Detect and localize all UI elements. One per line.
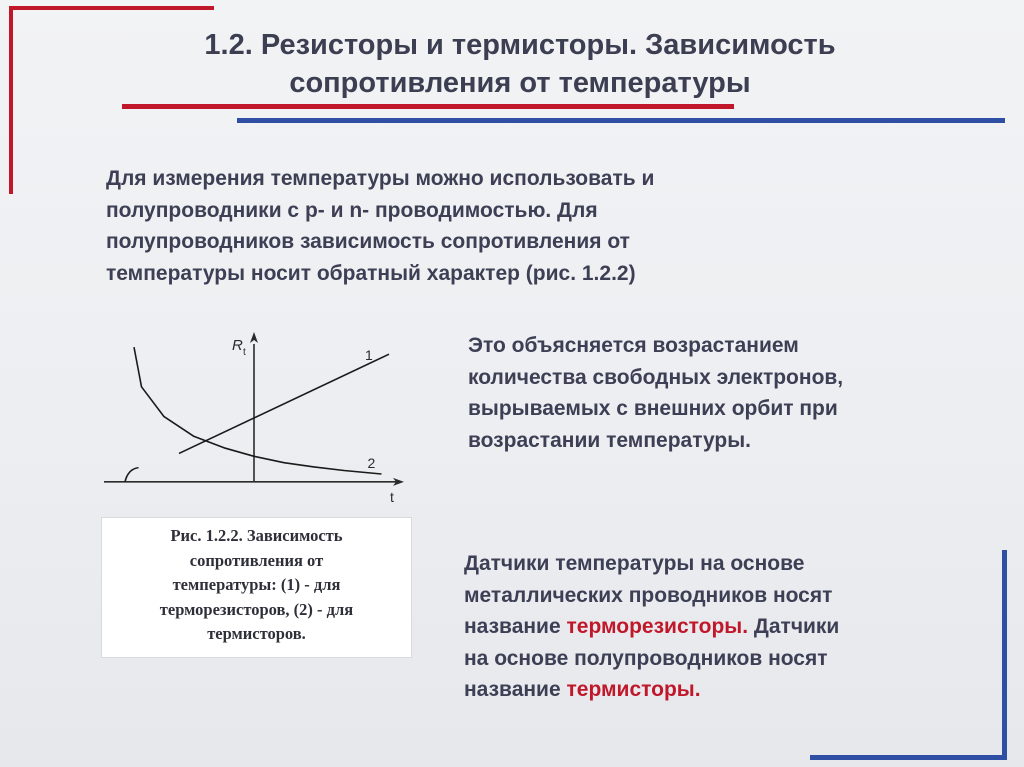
title-line-1: 1.2. Резисторы и термисторы. Зависимость: [204, 29, 836, 61]
y-axis-label: R: [232, 337, 243, 354]
intro-line-2: полупроводники с p- и n- проводимостью. Для: [106, 198, 598, 222]
y-axis-label-subscript: t: [243, 347, 246, 358]
caption-line-3: температуры: (1) - для: [172, 575, 341, 594]
term-thermistors: термисторы.: [566, 678, 701, 701]
figure-caption: [101, 517, 412, 658]
series-1-line: [179, 354, 389, 453]
sensors-line-4: на основе полупроводников носят: [464, 646, 828, 670]
sensors-line-3: [464, 611, 839, 643]
intro-line-3: полупроводников зависимость сопротивления от: [106, 230, 630, 253]
caption-line-5: термисторов.: [207, 624, 306, 643]
explain-line-2: количества свободных электронов,: [468, 365, 844, 389]
explain-line-1: Это объясняется возрастанием: [468, 334, 799, 357]
caption-line-1: Рис. 1.2.2. Зависимость: [170, 526, 343, 545]
sensors-line-3-end: Датчики: [748, 615, 840, 638]
sensors-paragraph: [464, 548, 839, 706]
series-2-hook: [125, 468, 139, 482]
sensors-line-3-start: название: [464, 615, 567, 638]
explain-line-3: вырываемых с внешних орбит при: [468, 397, 838, 420]
sensors-line-5-start: название: [464, 678, 567, 701]
y-axis-arrow: [250, 332, 258, 343]
series-2-label: 2: [367, 455, 376, 472]
sensors-line-1: Датчики температуры на основе: [464, 552, 805, 575]
x-axis-label: t: [390, 488, 394, 505]
intro-line-1: Для измерения температуры можно использовать и: [106, 167, 655, 190]
sensors-line-5: [464, 674, 839, 706]
caption-line-2: сопротивления от: [189, 550, 324, 570]
term-thermoresistors: терморезисторы.: [566, 615, 749, 638]
explain-line-4: возрастании температуры.: [468, 428, 752, 452]
intro-line-4: температуры носит обратный характер (рис. 1.2.2): [106, 261, 636, 285]
series-1-label: 1: [365, 347, 373, 364]
sensors-line-2: металлических проводников носят: [464, 583, 833, 607]
series-2-curve: [134, 347, 382, 474]
explanation-paragraph: [468, 330, 843, 456]
caption-line-4: терморезисторов, (2) - для: [159, 599, 354, 619]
title-line-2: сопротивления от температуры: [289, 67, 751, 99]
